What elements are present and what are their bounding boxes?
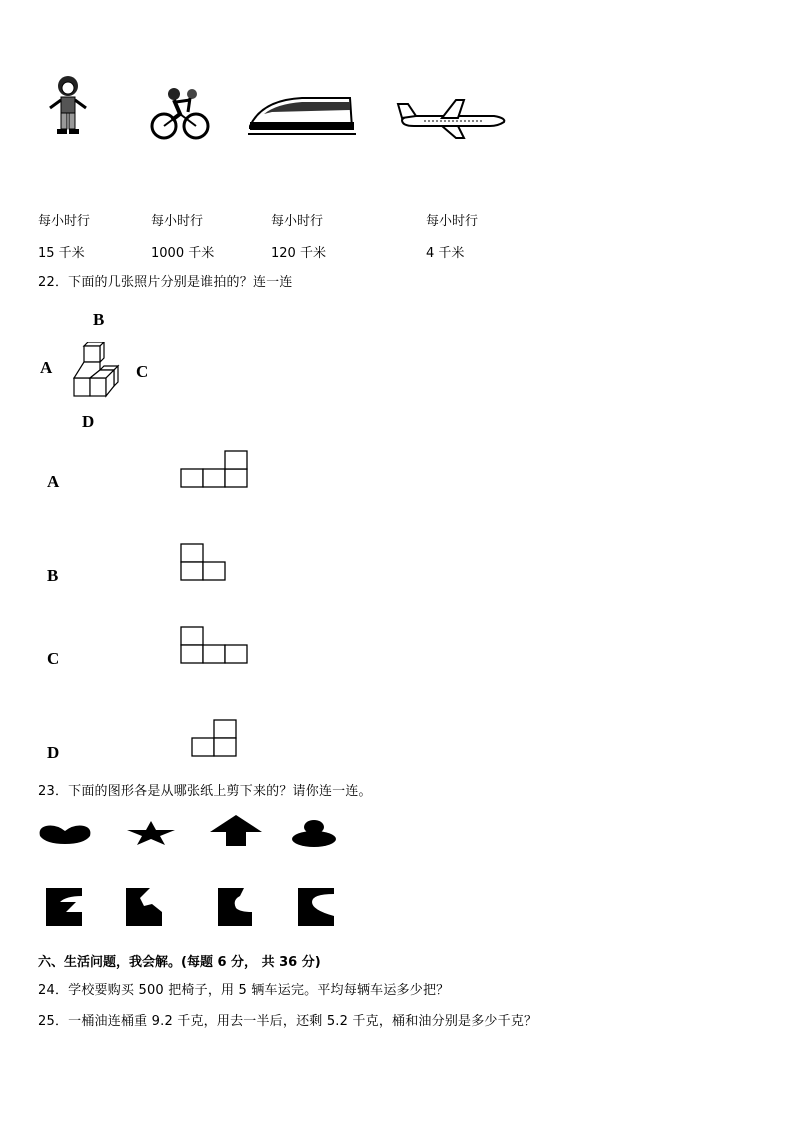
view-figure-c[interactable] <box>180 626 252 666</box>
speed-value-1: 15 千米 <box>38 246 85 261</box>
speed-row-label-1: 每小时行 <box>38 214 91 229</box>
view-label-d[interactable]: D <box>47 743 60 762</box>
speed-value-2: 1000 千米 <box>151 246 215 261</box>
cube-stack-figure <box>70 342 122 400</box>
question-25-text: 25．一桶油连桶重 9.2 千克，用去一半后，还剩 5.2 千克，桶和油分别是多少千克？ <box>38 1014 538 1029</box>
train-picture <box>246 92 358 138</box>
speed-row-label-4: 每小时行 <box>426 214 479 229</box>
question-22-text: 22．下面的几张照片分别是谁拍的？连一连 <box>38 275 293 290</box>
view-label-a[interactable]: A <box>47 472 60 491</box>
view-figure-a[interactable] <box>180 450 250 490</box>
child-picture <box>44 72 92 138</box>
view-figure-d[interactable] <box>191 719 241 759</box>
paper-2[interactable] <box>126 888 164 928</box>
arrow-shape[interactable] <box>208 814 264 848</box>
mushroom-blob-shape[interactable] <box>290 818 338 848</box>
question-24-text: 24．学校要购买 500 把椅子，用 5 辆车运完。平均每辆车运多少把？ <box>38 983 450 998</box>
section-6-heading: 六、生活问题，我会解。(每题 6 分， 共 36 分) <box>38 955 321 970</box>
cube-label-top: B <box>93 310 105 329</box>
paper-1[interactable] <box>46 888 84 928</box>
cyclist-picture <box>150 80 210 142</box>
paper-4[interactable] <box>298 888 336 928</box>
airplane-picture <box>394 98 510 140</box>
cube-label-bottom: D <box>82 412 95 431</box>
star-shape[interactable] <box>126 820 176 846</box>
question-23-text: 23．下面的图形各是从哪张纸上剪下来的？请你连一连。 <box>38 784 372 799</box>
speed-value-4: 4 千米 <box>426 246 465 261</box>
view-figure-b[interactable] <box>180 543 230 583</box>
speed-value-3: 120 千米 <box>271 246 326 261</box>
cube-label-right: C <box>136 362 149 381</box>
heart-shape[interactable] <box>38 822 92 846</box>
cube-label-left: A <box>40 358 53 377</box>
paper-3[interactable] <box>218 888 256 928</box>
view-label-b[interactable]: B <box>47 566 59 585</box>
speed-row-label-3: 每小时行 <box>271 214 324 229</box>
view-label-c[interactable]: C <box>47 649 60 668</box>
speed-row-label-2: 每小时行 <box>151 214 204 229</box>
